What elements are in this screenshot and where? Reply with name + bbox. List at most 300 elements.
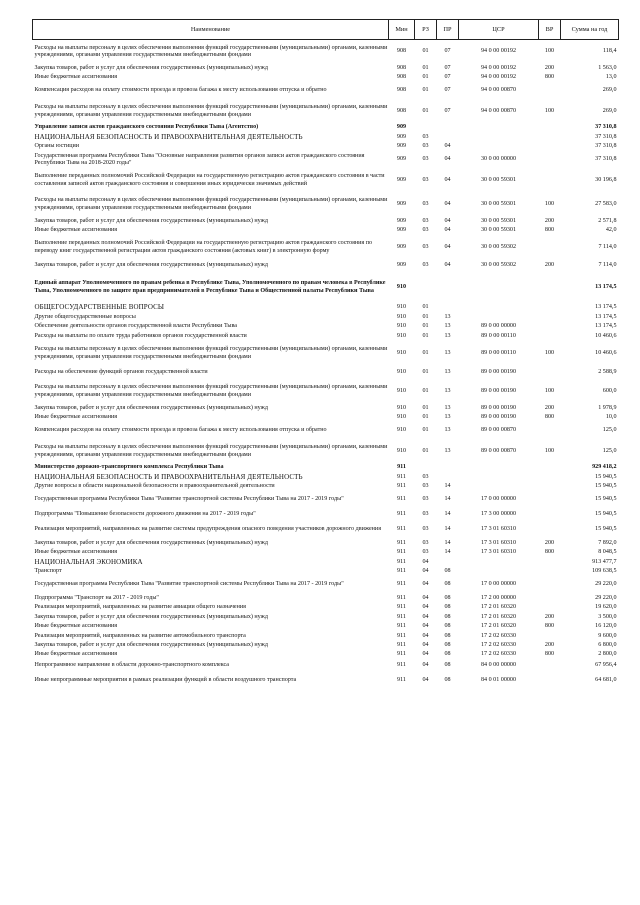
row-pr: 08 [444,623,451,630]
table-row [33,632,619,642]
row-sum: 27 583,0 [595,200,617,207]
row-name: Расходы на выплаты персоналу в целях обеспечения выполнения функций государственными (муниципальными) органами, казенными учреждениями, органами управления государственными внебюджетными фондами [34,384,388,398]
row-csr: 17 2 02 60330 [480,651,517,658]
table-row [33,342,619,366]
row-min: 909 [396,133,407,140]
row-rz: 04 [422,632,429,639]
row-pr: 07 [444,74,451,81]
row-rz: 04 [422,558,429,565]
row-csr: 89 0 00 00190 [480,368,517,375]
row-name: Государственная программа Республики Тыва "Основные направления развития органов записи актов гражданского состояния Республики Тыва на 2018-2020 годы" [34,152,365,166]
table-row [33,509,619,522]
row-pr: 08 [444,677,451,684]
row-csr: 84 0 00 00000 [480,662,517,669]
row-csr: 30 0 00 00000 [480,156,517,163]
row-min: 911 [397,642,406,649]
table-row [33,613,619,623]
table-row [33,169,619,193]
row-min: 908 [396,64,407,71]
row-rz: 04 [422,604,429,611]
row-min: 909 [396,156,407,163]
row-csr: 89 0 00 00870 [480,447,517,454]
row-rz: 01 [422,64,429,71]
row-name: Непрограммное направление в области дорожно-транспортного комплекса [34,662,230,669]
row-pr: 08 [444,613,451,620]
row-name: Органы юстиции [34,143,79,150]
row-name: Реализация мероприятий, направленных на развитие авиации общего назначения [34,604,246,611]
row-sum: 13 174,5 [595,323,617,330]
header-vr: ВР [539,20,561,40]
row-rz: 03 [422,243,429,250]
row-sum: 15 940,5 [595,511,617,518]
row-rz: 04 [422,568,429,575]
row-sum: 125,0 [602,427,617,434]
row-rz [415,273,437,303]
table-row [33,522,619,539]
table-row [33,152,619,169]
row-rz: 01 [422,404,429,411]
row-name: Расходы на выплаты персоналу в целях обеспечения выполнения функций государственными (муниципальными) органами, казенными учреждениями, органами управления государственными внебюджетными фондами [34,444,388,458]
table-body [33,40,619,690]
row-name: ОБЩЕГОСУДАРСТВЕННЫЕ ВОПРОСЫ [34,303,165,312]
row-min: 911 [397,594,406,601]
row-rz: 01 [422,387,429,394]
table-row [33,539,619,549]
row-rz: 01 [422,87,429,94]
table-row [33,303,619,314]
row-name: Расходы на выплаты персоналу в целях обеспечения выполнения функций государственными (муниципальными) органами, казенными учреждениями, органами управления государственными внебюджетными фондами [34,44,388,58]
row-min: 911 [397,623,406,630]
row-min: 910 [396,323,407,330]
row-vr [539,236,561,260]
row-sum: 929 418,2 [592,464,617,471]
row-csr: 84 0 01 00000 [480,677,517,684]
row-pr [437,464,459,473]
row-min: 911 [397,539,406,546]
row-min: 908 [396,74,407,81]
row-sum: 3 500,0 [598,613,617,620]
row-sum: 15 940,5 [595,483,617,490]
row-name: Компенсация расходов на оплату стоимости проезда и провоза багажа к месту использования отпуска и обратно [34,427,327,434]
row-name: Другие общегосударственные вопросы [34,314,136,321]
row-vr [539,303,561,314]
row-min: 909 [396,227,407,234]
row-min: 910 [396,427,407,434]
row-vr: 200 [544,539,555,546]
header-rz: РЗ [415,20,437,40]
table-row [33,64,619,74]
row-rz: 03 [422,511,429,518]
row-sum: 7 114,0 [598,262,617,269]
row-min: 909 [396,124,407,131]
row-vr [539,133,561,143]
table-row [33,227,619,236]
row-pr: 04 [444,200,451,207]
row-rz: 03 [422,176,429,183]
row-csr: 17 3 01 60310 [480,539,517,546]
row-sum: 125,0 [602,447,617,454]
header-csr: ЦСР [459,20,539,40]
row-pr [437,558,459,568]
row-csr: 94 0 00 00192 [480,64,517,71]
row-csr [459,473,539,483]
row-rz: 01 [422,107,429,114]
row-rz: 01 [422,332,429,339]
table-row [33,404,619,414]
row-pr [437,124,459,133]
row-sum: 9 600,0 [598,632,617,639]
row-rz: 01 [422,304,429,311]
row-vr: 100 [544,387,555,394]
table-row [33,577,619,594]
row-pr [437,303,459,314]
row-pr: 14 [444,496,451,503]
row-min: 909 [396,143,407,150]
row-name: Обеспечение деятельности органов государственной власти Республики Тыва [34,323,237,330]
row-pr: 07 [444,87,451,94]
budget-table [32,19,619,690]
row-rz: 01 [422,74,429,81]
table-row [33,642,619,651]
row-min: 910 [396,314,407,321]
row-csr: 17 2 01 60320 [480,613,517,620]
row-csr [459,464,539,473]
row-sum: 29 220,0 [595,594,617,601]
row-min: 911 [397,677,406,684]
row-sum: 13 174,5 [595,283,617,290]
row-pr: 14 [444,526,451,533]
row-vr: 100 [544,447,555,454]
row-csr: 89 0 00 00190 [480,404,517,411]
row-pr: 14 [444,483,451,490]
row-min: 910 [396,447,407,454]
row-rz: 03 [422,227,429,234]
table-row [33,604,619,613]
row-csr: 89 0 00 00190 [480,414,517,421]
row-min: 909 [396,200,407,207]
table-row [33,380,619,404]
row-vr [539,568,561,577]
row-pr: 13 [444,314,451,321]
row-name: Закупка товаров, работ и услуг для обеспечения государственных (муниципальных) нужд [34,642,268,649]
row-pr: 04 [444,217,451,224]
row-vr: 100 [544,107,555,114]
row-name: Расходы на выплаты персоналу в целях обеспечения выполнения функций государственными (муниципальными) органами, казенными учреждениями, органами управления государственными внебюджетными фондами [34,197,388,211]
row-min: 909 [396,217,407,224]
row-rz: 01 [422,323,429,330]
row-csr: 30 0 00 59301 [480,200,517,207]
row-csr: 17 3 00 00000 [480,511,517,518]
row-name: Иные бюджетные ассигнования [34,74,118,81]
row-pr: 08 [444,594,451,601]
row-sum: 37 310,8 [595,143,617,150]
table-header-row [33,20,619,40]
row-name: Закупка товаров, работ и услуг для обеспечения государственных (муниципальных) нужд [34,262,268,269]
row-pr: 04 [444,262,451,269]
header-sum: Сумма на год [561,20,619,40]
row-name: Другие вопросы в области национальной безопасности и правоохранительной деятельности [34,483,275,490]
table-row [33,314,619,323]
row-name: Закупка товаров, работ и услуг для обеспечения государственных (муниципальных) нужд [34,539,268,546]
row-sum: 269,0 [602,107,617,114]
row-pr: 08 [444,662,451,669]
row-pr: 08 [444,632,451,639]
row-min: 910 [396,387,407,394]
row-csr: 30 0 00 59301 [480,227,517,234]
row-csr: 17 0 00 00000 [480,581,517,588]
table-row [33,100,619,124]
row-pr: 07 [444,64,451,71]
row-min: 910 [396,368,407,375]
row-name: Подпрограмма "Повышение безопасности дорожного движения на 2017 - 2019 годы" [34,511,256,518]
row-pr: 07 [444,48,451,55]
row-vr [539,473,561,483]
row-sum: 13 174,5 [595,304,617,311]
row-csr: 30 0 00 59301 [480,176,517,183]
row-name: Закупка товаров, работ и услуг для обеспечения государственных (муниципальных) нужд [34,64,268,71]
row-rz: 03 [422,133,429,140]
table-row [33,143,619,152]
row-name: Государственная программа Республики Тыва "Развитие транспортной системы Республики Тыва на 2017 - 2019 годы" [34,496,344,503]
row-csr: 17 3 01 60310 [480,526,517,533]
row-pr: 13 [444,332,451,339]
row-pr [437,473,459,483]
row-min: 908 [396,48,407,55]
row-csr: 17 2 00 00000 [480,594,517,601]
row-name: Реализация мероприятий, направленных на развитие автомобильного транспорта [34,632,246,639]
row-name: Иные бюджетные ассигнования [34,549,118,556]
row-vr: 200 [544,217,555,224]
row-sum: 29 220,0 [595,581,617,588]
table-row [33,217,619,227]
table-row [33,673,619,690]
row-vr: 100 [544,349,555,356]
row-pr: 14 [444,539,451,546]
row-min: 911 [397,526,406,533]
row-vr: 800 [544,549,555,556]
row-vr: 800 [544,227,555,234]
row-csr: 17 2 02 60330 [480,632,517,639]
row-sum: 600,0 [602,387,617,394]
row-rz: 03 [422,217,429,224]
row-min: 911 [397,558,406,565]
row-rz: 03 [422,262,429,269]
row-min: 909 [396,176,407,183]
table-row [33,414,619,423]
row-name: Иные бюджетные ассигнования [34,227,118,234]
row-min: 911 [397,549,406,556]
row-pr: 13 [444,414,451,421]
row-sum: 13,0 [605,74,617,81]
row-sum: 10 460,6 [595,332,617,339]
row-sum: 67 956,4 [595,662,617,669]
row-rz [415,464,437,473]
row-rz: 03 [422,156,429,163]
row-vr [539,143,561,152]
row-pr: 08 [444,581,451,588]
row-name: Управление записи актов гражданского состояния Республики Тыва (Агентство) [34,124,259,131]
row-min: 909 [396,243,407,250]
row-csr: 94 0 00 00870 [480,107,517,114]
row-csr: 17 2 02 60330 [480,642,517,649]
row-name: Компенсация расходов на оплату стоимости проезда и провоза багажа к месту использования отпуска и обратно [34,87,327,94]
row-name: Расходы на выплаты персоналу в целях обеспечения выполнения функций государственными (муниципальными) органами, казенными учреждениями, органами управления государственными внебюджетными фондами [34,346,388,360]
row-csr [459,483,539,492]
row-pr: 13 [444,323,451,330]
row-csr [459,558,539,568]
row-vr [539,594,561,604]
row-sum: 2 588,9 [598,368,617,375]
row-vr [539,83,561,100]
row-csr: 94 0 00 00870 [480,87,517,94]
row-rz: 04 [422,613,429,620]
row-name: Расходы на обеспечение функций органов государственной власти [34,368,208,375]
row-vr [539,483,561,492]
row-csr: 30 0 00 59302 [480,262,517,269]
row-sum: 16 120,0 [595,623,617,630]
row-rz: 03 [422,143,429,150]
row-sum: 1 978,9 [598,404,617,411]
row-vr [539,522,561,539]
row-pr: 04 [444,243,451,250]
row-sum: 15 940,5 [595,496,617,503]
row-pr: 13 [444,427,451,434]
row-vr [539,464,561,473]
table-row [33,440,619,464]
row-vr [539,152,561,169]
row-csr: 94 0 00 00192 [480,74,517,81]
row-vr [539,604,561,613]
row-min: 911 [397,613,406,620]
row-rz: 03 [422,526,429,533]
row-sum: 13 174,5 [595,314,617,321]
row-csr [459,303,539,314]
row-sum: 2 571,8 [598,217,617,224]
row-sum: 37 310,8 [595,133,617,140]
row-min: 911 [397,632,406,639]
row-vr: 200 [544,613,555,620]
row-name: Расходы на выплаты персоналу в целях обеспечения выполнения функций государственными (муниципальными) органами, казенными учреждениями, органами управления государственными внебюджетными фондами [34,104,388,118]
row-min: 911 [397,651,406,658]
row-vr [539,169,561,193]
row-vr [539,673,561,690]
row-sum: 1 563,0 [598,64,617,71]
row-name: Иные непрограммные мероприятия в рамках реализации функций в области воздушного транспорта [34,677,297,684]
row-min: 910 [396,283,407,290]
row-vr [539,366,561,380]
row-pr: 13 [444,349,451,356]
row-csr: 89 0 00 00110 [481,332,516,339]
row-rz: 01 [422,48,429,55]
table-row [33,124,619,133]
row-sum: 42,0 [605,227,617,234]
row-rz: 03 [422,200,429,207]
row-csr: 89 0 00 00870 [480,427,517,434]
row-pr: 13 [444,387,451,394]
row-vr [539,314,561,323]
row-vr [539,124,561,133]
row-csr: 30 0 00 59301 [480,217,517,224]
row-name: Расходы на выплаты по оплате труда работников органов государственной власти [34,332,247,339]
row-rz: 04 [422,662,429,669]
row-min: 911 [397,496,406,503]
row-vr: 100 [544,48,555,55]
row-name: Подпрограмма "Транспорт на 2017 - 2019 годы" [34,594,159,601]
row-pr: 04 [444,227,451,234]
table-row [33,260,619,273]
row-vr [539,558,561,568]
row-sum: 15 940,5 [595,473,617,480]
row-sum: 19 620,0 [595,604,617,611]
row-vr [539,660,561,673]
row-vr: 200 [544,404,555,411]
row-rz: 03 [422,483,429,490]
table-row [33,40,619,64]
row-min: 910 [396,404,407,411]
row-name: Иные бюджетные ассигнования [34,414,118,421]
row-name: Реализация мероприятий, направленных на развитие системы предупреждения опасного поведения участников дорожного движения [34,526,382,533]
table-row [33,594,619,604]
row-min: 911 [397,662,406,669]
row-csr: 94 0 00 00192 [480,48,517,55]
row-pr: 13 [444,447,451,454]
row-vr: 800 [544,74,555,81]
row-vr: 200 [544,642,555,649]
row-csr: 89 0 00 00110 [481,349,516,356]
row-pr: 04 [444,176,451,183]
row-sum: 10,0 [605,414,617,421]
table-row [33,549,619,558]
row-name: Закупка товаров, работ и услуг для обеспечения государственных (муниципальных) нужд [34,613,268,620]
row-min: 910 [396,332,407,339]
table-row [33,423,619,440]
table-row [33,236,619,260]
row-rz: 03 [422,496,429,503]
row-rz: 03 [422,473,429,480]
row-vr: 800 [544,414,555,421]
row-name: Иные бюджетные ассигнования [34,651,118,658]
row-sum: 7 114,0 [598,243,617,250]
row-name: НАЦИОНАЛЬНАЯ ЭКОНОМИКА [34,557,143,566]
row-rz: 01 [422,368,429,375]
row-name: НАЦИОНАЛЬНАЯ БЕЗОПАСНОСТЬ И ПРАВООХРАНИТЕЛЬНАЯ ДЕЯТЕЛЬНОСТЬ [34,472,303,481]
row-pr: 13 [444,404,451,411]
row-vr [539,632,561,642]
row-csr: 17 2 01 60320 [480,604,517,611]
row-min: 911 [397,568,406,575]
table-row [33,193,619,217]
row-sum: 269,0 [602,87,617,94]
row-csr [459,273,539,303]
row-rz: 04 [422,581,429,588]
row-csr [459,133,539,143]
row-vr [539,577,561,594]
row-csr: 17 0 00 00000 [480,496,517,503]
row-csr [459,314,539,323]
table-row [33,83,619,100]
row-name: Транспорт [34,568,62,575]
row-vr: 200 [544,64,555,71]
row-name: Государственная программа Республики Тыва "Развитие транспортной системы Республики Тыва на 2017 - 2019 годы" [34,581,344,588]
table-row [33,464,619,473]
row-sum: 10 460,6 [595,349,617,356]
table-row [33,332,619,342]
row-min: 910 [396,349,407,356]
row-rz: 01 [422,447,429,454]
row-name: Закупка товаров, работ и услуг для обеспечения государственных (муниципальных) нужд [34,404,268,411]
row-min: 908 [396,107,407,114]
row-rz: 04 [422,677,429,684]
